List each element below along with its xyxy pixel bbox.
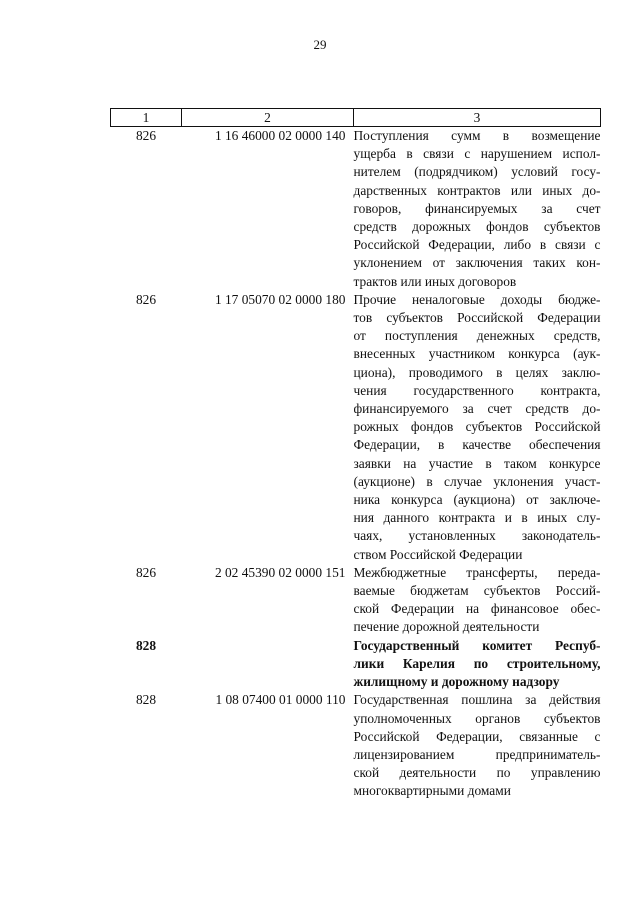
description-line: жилищному и дорожному надзору bbox=[353, 674, 560, 690]
revenue-description-cell bbox=[354, 291, 601, 564]
page-number: 29 bbox=[313, 37, 327, 52]
description-line: Государственная пошлина за действия bbox=[353, 692, 601, 708]
description-line: ния данного контракта и в иных слу- bbox=[353, 510, 601, 526]
description-line: от поступления денежных средств, bbox=[353, 328, 601, 344]
table-row bbox=[111, 291, 601, 564]
table-row bbox=[111, 564, 601, 637]
description-line: внесенных участником конкурса (аук- bbox=[353, 346, 601, 362]
description-line: чаях, установленных законодатель- bbox=[353, 528, 601, 544]
header-col-3: 3 bbox=[354, 109, 601, 127]
description-line: Российской Федерации, связанные с bbox=[353, 728, 601, 744]
description-line: ской Федерации на финансовое обес- bbox=[353, 601, 601, 617]
admin-code-cell: 828 bbox=[135, 637, 157, 653]
budget-codes-table bbox=[110, 108, 601, 801]
revenue-description-cell bbox=[354, 564, 601, 637]
table-header bbox=[111, 109, 601, 127]
budget-classification-code-cell: 1 17 05070 02 0000 180 bbox=[214, 291, 346, 307]
admin-code-cell: 828 bbox=[135, 692, 157, 708]
description-line: трактов или иных договоров bbox=[353, 273, 517, 289]
description-line: Прочие неналоговые доходы бюдже- bbox=[353, 291, 601, 307]
description-line: уполномоченных органов субъектов bbox=[353, 710, 601, 726]
revenue-description-cell bbox=[354, 127, 601, 291]
description-line: ской деятельности по управлению bbox=[353, 765, 601, 781]
description-line: уклонением от заключения таких кон- bbox=[353, 255, 601, 271]
description-line: лицензированием предприниматель- bbox=[353, 746, 601, 762]
description-line: Межбюджетные трансферты, переда- bbox=[353, 564, 601, 580]
header-col-1: 1 bbox=[111, 109, 182, 127]
description-line: печение дорожной деятельности bbox=[353, 619, 540, 635]
table-body bbox=[111, 127, 601, 801]
description-line: циона), проводимого в целях заклю- bbox=[353, 364, 601, 380]
description-line: ством Российской Федерации bbox=[353, 546, 523, 562]
budget-classification-code-cell: 1 08 07400 01 0000 110 bbox=[215, 692, 346, 708]
description-line: рожных фондов субъектов Российской bbox=[353, 419, 601, 435]
table-row bbox=[111, 127, 601, 291]
description-line: финансируемого за счет средств до- bbox=[353, 401, 601, 417]
header-col-2: 2 bbox=[182, 109, 354, 127]
description-line: Российской Федерации, либо в связи с bbox=[353, 237, 601, 253]
description-line: Государственный комитет Респуб- bbox=[353, 637, 601, 653]
revenue-description-cell bbox=[354, 637, 601, 692]
description-line: многоквартирными домами bbox=[353, 783, 511, 799]
description-line: нителем (подрядчиком) условий госу- bbox=[353, 164, 601, 180]
description-line: ника конкурса (аукциона) от заключе- bbox=[353, 492, 601, 508]
description-line: Федерации, в качестве обеспечения bbox=[353, 437, 601, 453]
description-line: лики Карелия по строительному, bbox=[353, 655, 601, 671]
description-line: ущерба в связи с нарушением испол- bbox=[353, 146, 601, 162]
admin-code-cell: 826 bbox=[135, 128, 157, 143]
description-line: дарственных контрактов или иных до- bbox=[353, 182, 601, 198]
admin-code-cell: 826 bbox=[135, 291, 157, 307]
budget-classification-code-cell bbox=[182, 637, 354, 692]
description-line: ваемые бюджетам субъектов Россий- bbox=[353, 583, 601, 599]
description-line: тов субъектов Российской Федерации bbox=[353, 310, 601, 326]
description-line: (аукционе) в случае уклонения участ- bbox=[353, 473, 601, 489]
budget-classification-code-cell: 2 02 45390 02 0000 151 bbox=[214, 564, 346, 580]
description-line: чения государственного контракта, bbox=[353, 382, 601, 398]
table-row bbox=[111, 691, 601, 800]
description-line: Поступления сумм в возмещение bbox=[353, 128, 601, 143]
budget-classification-code-cell: 1 16 46000 02 0000 140 bbox=[214, 128, 346, 143]
revenue-description-cell bbox=[354, 691, 601, 800]
table-row bbox=[111, 637, 601, 692]
admin-code-cell: 826 bbox=[135, 564, 157, 580]
description-line: заявки на участие в таком конкурсе bbox=[353, 455, 601, 471]
description-line: говоров, финансируемых за счет bbox=[353, 200, 601, 216]
description-line: средств дорожных фондов субъектов bbox=[353, 219, 601, 235]
table-header-row bbox=[111, 109, 601, 127]
